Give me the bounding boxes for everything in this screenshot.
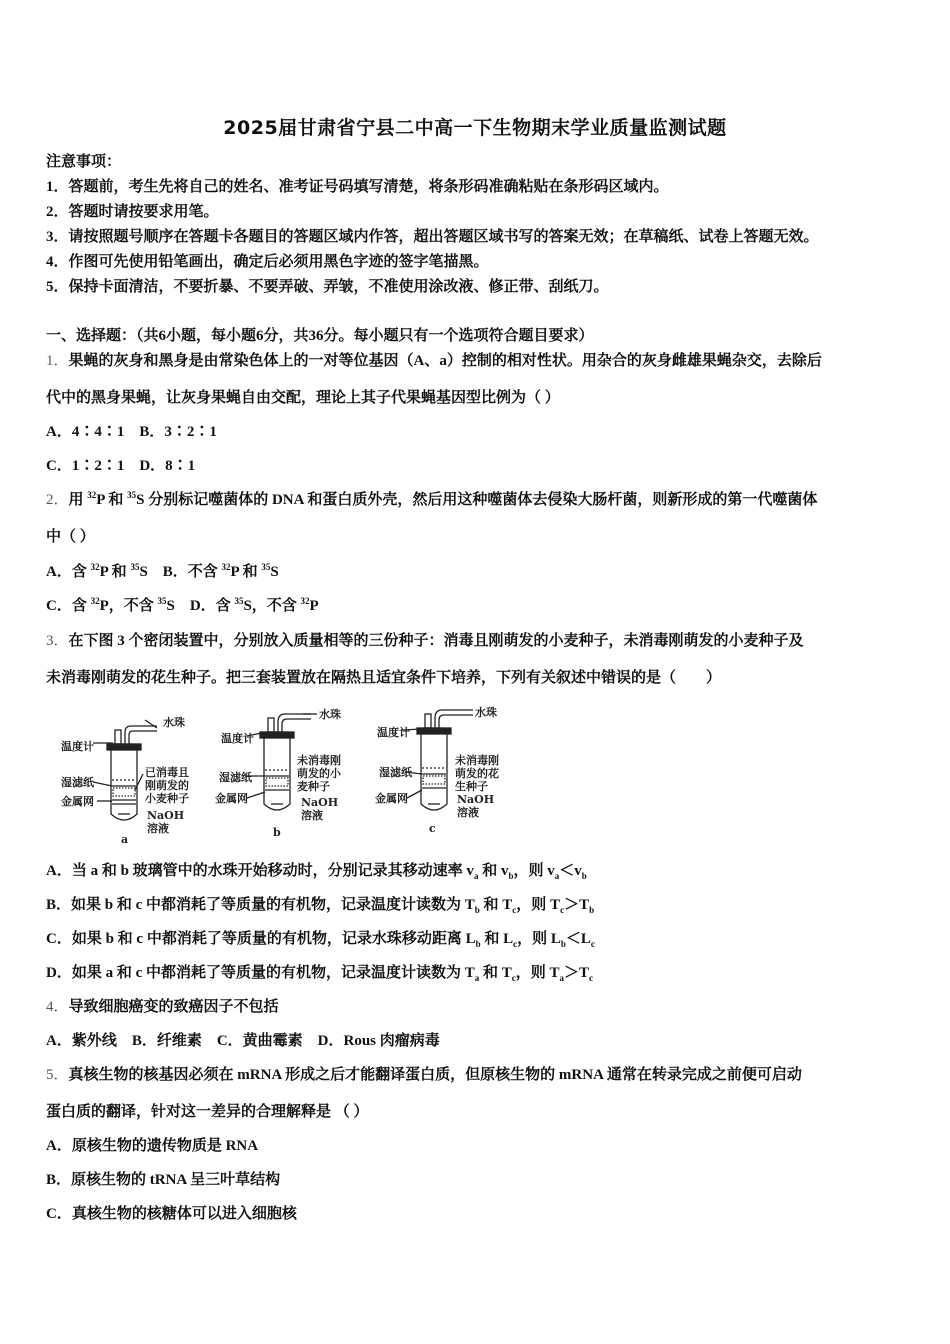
label-solution: 溶液: [301, 809, 323, 822]
label-seed: 萌发的小: [297, 767, 341, 780]
label-naoh: NaOH: [301, 796, 339, 809]
subscript: a: [554, 871, 560, 881]
superscript: 32: [90, 562, 100, 572]
options-ab: [46, 562, 279, 582]
label-naoh: NaOH: [457, 793, 495, 806]
text: ，则 v: [513, 863, 555, 879]
text: P 和: [96, 492, 128, 508]
superscript: 35: [127, 490, 137, 500]
label-thermometer: 温度计: [221, 732, 254, 745]
text: B．如果 b 和 c 中都消耗了等质量的有机物，记录温度计读数为 T: [46, 897, 475, 913]
option-d: [46, 963, 593, 983]
notice-item: 5．保持卡面清洁，不要折暴、不要弄破、弄皱，不准使用涂改液、修正带、刮纸刀。: [46, 279, 609, 295]
subscript: b: [560, 939, 566, 949]
text: S: [270, 564, 279, 580]
text: ＞T: [564, 965, 590, 981]
options-ab: A．4∶4∶1 B．3∶2∶1: [46, 424, 217, 440]
text: ＜L: [565, 931, 591, 947]
label-water-bead: 水珠: [319, 708, 341, 721]
label-seed: 已消毒且: [145, 766, 189, 779]
question-number: 5．: [46, 1067, 69, 1083]
text: D．如果 a 和 c 中都消耗了等质量的有机物，记录温度计读数为 T: [46, 965, 475, 981]
superscript: 35: [261, 562, 271, 572]
subscript: b: [474, 905, 480, 915]
label-metal-mesh: 金属网: [215, 792, 248, 805]
label-seed: 小麦种子: [145, 792, 189, 805]
text: S D．含: [166, 598, 235, 614]
text: 用: [68, 492, 88, 508]
question-1: [46, 351, 822, 371]
question-text: 果蝇的灰身和黑身是由常染色体上的一对等位基因（A、a）控制的相对性状。用杂合的灰身雌雄果蝇杂交，去除后: [68, 353, 822, 369]
subscript: b: [475, 939, 481, 949]
text: P 和: [230, 564, 262, 580]
label-seed: 刚萌发的: [145, 779, 189, 792]
text: ＞T: [564, 897, 590, 913]
superscript: 35: [157, 596, 167, 606]
label-wet-paper: 湿滤纸: [219, 771, 252, 784]
options: A．紫外线 B．纤维素 C．黄曲霉素 D．Rous 肉瘤病毒: [46, 1033, 440, 1049]
option-c: C．真核生物的核糖体可以进入细胞核: [46, 1206, 297, 1222]
label-seed: 麦种子: [297, 780, 330, 793]
text: S B．不含: [139, 564, 222, 580]
notice-item: 4．作图可先使用铅笔画出，确定后必须用黑色字迹的签字笔描黑。: [46, 254, 489, 270]
question-number: 1．: [46, 353, 69, 369]
text: ＜v: [559, 863, 582, 879]
label-solution: 溶液: [457, 806, 479, 819]
option-b: B．原核生物的 tRNA 呈三叶草结构: [46, 1172, 281, 1188]
text: A．当 a 和 b 玻璃管中的水珠开始移动时，分别记录其移动速率 v: [46, 863, 474, 879]
text: 和 T: [479, 897, 513, 913]
label-seed: 萌发的花: [455, 767, 499, 780]
question-3-cont: 未消毒刚萌发的花生种子。把三套装置放在隔热且适宜条件下培养，下列有关叙述中错误的是（ ）: [46, 670, 722, 686]
question-text: 在下图 3 个密闭装置中，分别放入质量相等的三份种子：消毒且刚萌发的小麦种子，未消毒刚萌发的小麦种子及: [68, 633, 804, 649]
label-metal-mesh: 金属网: [375, 792, 408, 805]
superscript: 32: [300, 596, 310, 606]
option-a: [46, 861, 587, 881]
text: 和 L: [480, 931, 514, 947]
notice-item: 2．答题时请按要求用笔。: [46, 204, 219, 220]
subscript: c: [512, 905, 517, 915]
subscript: a: [474, 973, 480, 983]
label-a: a: [121, 833, 129, 846]
options-cd: [46, 596, 319, 616]
superscript: 35: [130, 562, 140, 572]
notice-heading: 注意事项：: [46, 154, 122, 170]
text: 和 T: [479, 965, 512, 981]
text: S 分别标记噬菌体的 DNA 和蛋白质外壳，然后用这种噬菌体去侵染大肠杆菌，则新形成的第一代噬菌体: [136, 492, 818, 508]
question-number: 2．: [46, 492, 69, 508]
superscript: 32: [221, 562, 231, 572]
text: C．含: [46, 598, 91, 614]
subscript: c: [513, 939, 518, 949]
superscript: 35: [234, 596, 244, 606]
superscript: 32: [87, 490, 97, 500]
subscript: a: [473, 871, 479, 881]
text: P，不含: [99, 598, 158, 614]
subscript: c: [560, 905, 565, 915]
label-seed: 未消毒刚: [297, 754, 341, 767]
subscript: c: [589, 973, 594, 983]
subscript: b: [589, 905, 595, 915]
label-b: b: [273, 826, 281, 839]
question-text: 真核生物的核基因必须在 mRNA 形成之后才能翻译蛋白质，但原核生物的 mRNA 通常在转录完成之前便可启动: [68, 1067, 802, 1083]
question-3: [46, 631, 804, 651]
subscript: a: [559, 973, 565, 983]
question-4: [46, 997, 279, 1017]
label-thermometer: 温度计: [61, 740, 94, 753]
label-wet-paper: 湿滤纸: [61, 776, 94, 789]
apparatus-figure: [55, 702, 515, 850]
question-2: [46, 490, 817, 510]
question-text: 导致细胞癌变的致癌因子不包括: [68, 999, 279, 1015]
text: P: [309, 598, 319, 614]
text: 和 v: [478, 863, 509, 879]
subscript: c: [590, 939, 595, 949]
subscript: b: [581, 871, 587, 881]
text: C．如果 b 和 c 中都消耗了等质量的有机物，记录水珠移动距离 L: [46, 931, 476, 947]
text: A．含: [46, 564, 91, 580]
option-b: [46, 895, 594, 915]
subscript: c: [511, 973, 516, 983]
notice-item: 1．答题前，考生先将自己的姓名、准考证号码填写清楚，将条形码准确粘贴在条形码区域内。: [46, 179, 669, 195]
text: P 和: [99, 564, 131, 580]
section-heading: 一、选择题：（共6小题，每小题6分，共36分。每小题只有一个选项符合题目要求）: [46, 328, 594, 344]
label-thermometer: 温度计: [377, 726, 410, 739]
label-wet-paper: 湿滤纸: [379, 766, 412, 779]
question-5-cont: 蛋白质的翻译，针对这一差异的合理解释是 （ ）: [46, 1104, 369, 1120]
option-c: [46, 929, 595, 949]
option-a: A．原核生物的遗传物质是 RNA: [46, 1138, 259, 1154]
label-metal-mesh: 金属网: [61, 795, 94, 808]
question-number: 3．: [46, 633, 69, 649]
superscript: 32: [90, 596, 100, 606]
text: S，不含: [243, 598, 301, 614]
question-2-cont: 中（ ）: [46, 529, 95, 545]
options-cd: C．1∶2∶1 D．8∶1: [46, 458, 196, 474]
label-seed: 生种子: [455, 780, 488, 793]
page-title: 2025届甘肃省宁县二中高一下生物期末学业质量监测试题: [223, 117, 727, 139]
label-seed: 未消毒刚: [455, 754, 499, 767]
label-water-bead: 水珠: [163, 716, 185, 729]
label-c: c: [429, 822, 436, 835]
notice-item: 3．请按照题号顺序在答题卡各题目的答题区域内作答，超出答题区域书写的答案无效；在草稿纸、试卷上答题无效。: [46, 229, 819, 245]
label-naoh: NaOH: [147, 809, 185, 822]
question-5: [46, 1065, 802, 1085]
label-water-bead: 水珠: [475, 706, 497, 719]
text: ，则 L: [517, 931, 561, 947]
label-solution: 溶液: [147, 822, 169, 835]
question-number: 4．: [46, 999, 69, 1015]
text: ，则 T: [515, 965, 560, 981]
question-1-cont: 代中的黑身果蝇，让灰身果蝇自由交配，理论上其子代果蝇基因型比例为（ ）: [46, 390, 560, 406]
subscript: b: [508, 871, 514, 881]
text: ，则 T: [516, 897, 561, 913]
